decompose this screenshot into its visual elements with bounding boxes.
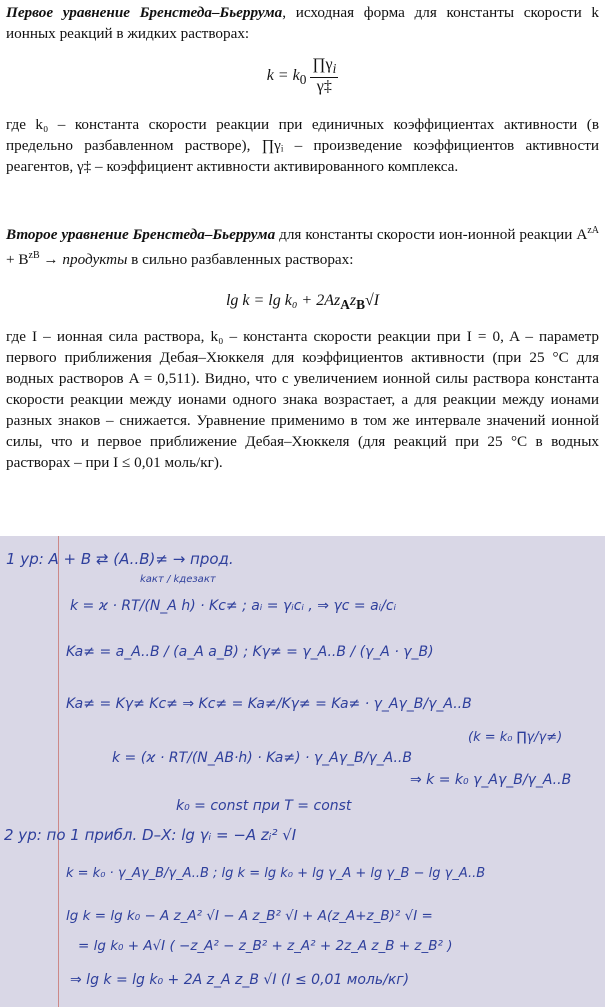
paragraph-3-text-d: в сильно разбавленных растворах: [127, 251, 354, 269]
paragraph-3-sup-b: zB [28, 250, 40, 262]
note-line-7: 2 ур: по 1 прибл. D–X: lg γᵢ = −A zᵢ² √I [4, 826, 297, 844]
paragraph-4: где I – ионная сила раствора, k₀ – константа скорости реакции при I = 0, A – параметр первого приближения Дебая–Хюккеля для коэффициентов активности (при 25 °C для водных растворов A = 0,511). Видно, что с увеличением ионной силы раствора константа скорости реакции между ионами одного знака возрастает, а для реакции между ионами разных знаков – снижается. Уравнение применимо в том же интервале значений ионной силы, что и первое приближение Дебая–Хюккеля (для реакций при 25 °C в водных растворах – при I ≤ 0,01 моль/кг). [6, 328, 599, 471]
note-line-3: Ka≠ = a_A..B / (a_A a_B) ; Kγ≠ = γ_A..B / (γ_A · γ_B) [66, 644, 434, 660]
note-line-2: k = ϰ · RT/(N_A h) · Kc≠ ; aᵢ = γᵢcᵢ , ⇒ γc = aᵢ/cᵢ [70, 598, 397, 614]
note-line-6: k₀ = const при T = const [176, 798, 352, 814]
note-line-11: ⇒ lg k = lg k₀ + 2A z_A z_B √I (I ≤ 0,01 моль/кг) [70, 972, 410, 988]
formula-1-den: γ‡ [316, 78, 332, 96]
note-line-5: k = (ϰ · RT/(N_AB·h) · Ka≠) · γ_Aγ_B/γ_A..B [112, 750, 412, 766]
paragraph-1-title: Первое уравнение Бренстеда–Бьеррума [6, 4, 283, 21]
formula-2-sub2: B [356, 297, 365, 313]
note-line-4: Ka≠ = Kγ≠ Kc≠ ⇒ Kc≠ = Ka≠/Kγ≠ = Ka≠ · γ_Aγ_B/γ_A..B [66, 696, 472, 712]
note-line-1: 1 ур: A + B ⇄ (A..B)≠ → прод. [6, 550, 234, 568]
formula-1-fraction [310, 56, 338, 96]
note-line-8: k = k₀ · γ_Aγ_B/γ_A..B ; lg k = lg k₀ + lg γ_A + lg γ_B − lg γ_A..B [66, 866, 486, 881]
handwritten-notes [0, 536, 605, 1007]
note-line-1b: kакт / kдезакт [140, 574, 216, 585]
formula-1 [0, 56, 605, 96]
paragraph-3-text-a: для константы скорости ион-ионной реакции A [275, 226, 588, 244]
notebook-margin-line [58, 536, 59, 1007]
formula-2-mid: z [349, 292, 357, 309]
formula-1-num-sub: i [332, 61, 337, 77]
paragraph-3-arrow: → [39, 251, 63, 269]
formula-2-tail: √I [364, 292, 380, 309]
paragraph-3-text-b: + B [6, 251, 29, 269]
note-line-9: lg k = lg k₀ − A z_A² √I − A z_B² √I + A(z_A+z_B)² √I = [66, 908, 433, 924]
formula-2-sub1: A [340, 297, 350, 313]
paragraph-3 [6, 220, 599, 270]
formula-1-lhs: k = k [266, 66, 300, 84]
paragraph-2: где k₀ – константа скорости реакции при единичных коэффициентах активности (в предельно разбавленном растворе), ∏γᵢ – произведение коэффициентов активности реагентов, γ‡ – коэффициент активности активированного комплекса. [6, 116, 599, 175]
paragraph-3-products: продукты [62, 251, 128, 269]
paragraph-3-title: Второе уравнение Бренстеда–Бьеррума [6, 226, 276, 244]
note-line-5b: ⇒ k = k₀ γ_Aγ_B/γ_A..B [410, 772, 572, 788]
paragraph-1-text: , исходная форма для константы скорости k ионных реакций в жидких растворах: [6, 4, 600, 42]
paragraph-3-sup-a: zA [587, 225, 599, 236]
formula-1-num: ∏γ [312, 56, 333, 73]
formula-1-sub: 0 [299, 71, 307, 87]
formula-2 [0, 292, 605, 313]
note-line-10: = lg k₀ + A√I ( −z_A² − z_B² + z_A² + 2z_A z_B + z_B² ) [78, 938, 453, 954]
note-line-4b: (k = k₀ ∏γ/γ≠) [468, 730, 563, 745]
paragraph-1 [6, 2, 599, 44]
formula-2-main: lg k = lg k₀ + 2Az [225, 292, 341, 309]
